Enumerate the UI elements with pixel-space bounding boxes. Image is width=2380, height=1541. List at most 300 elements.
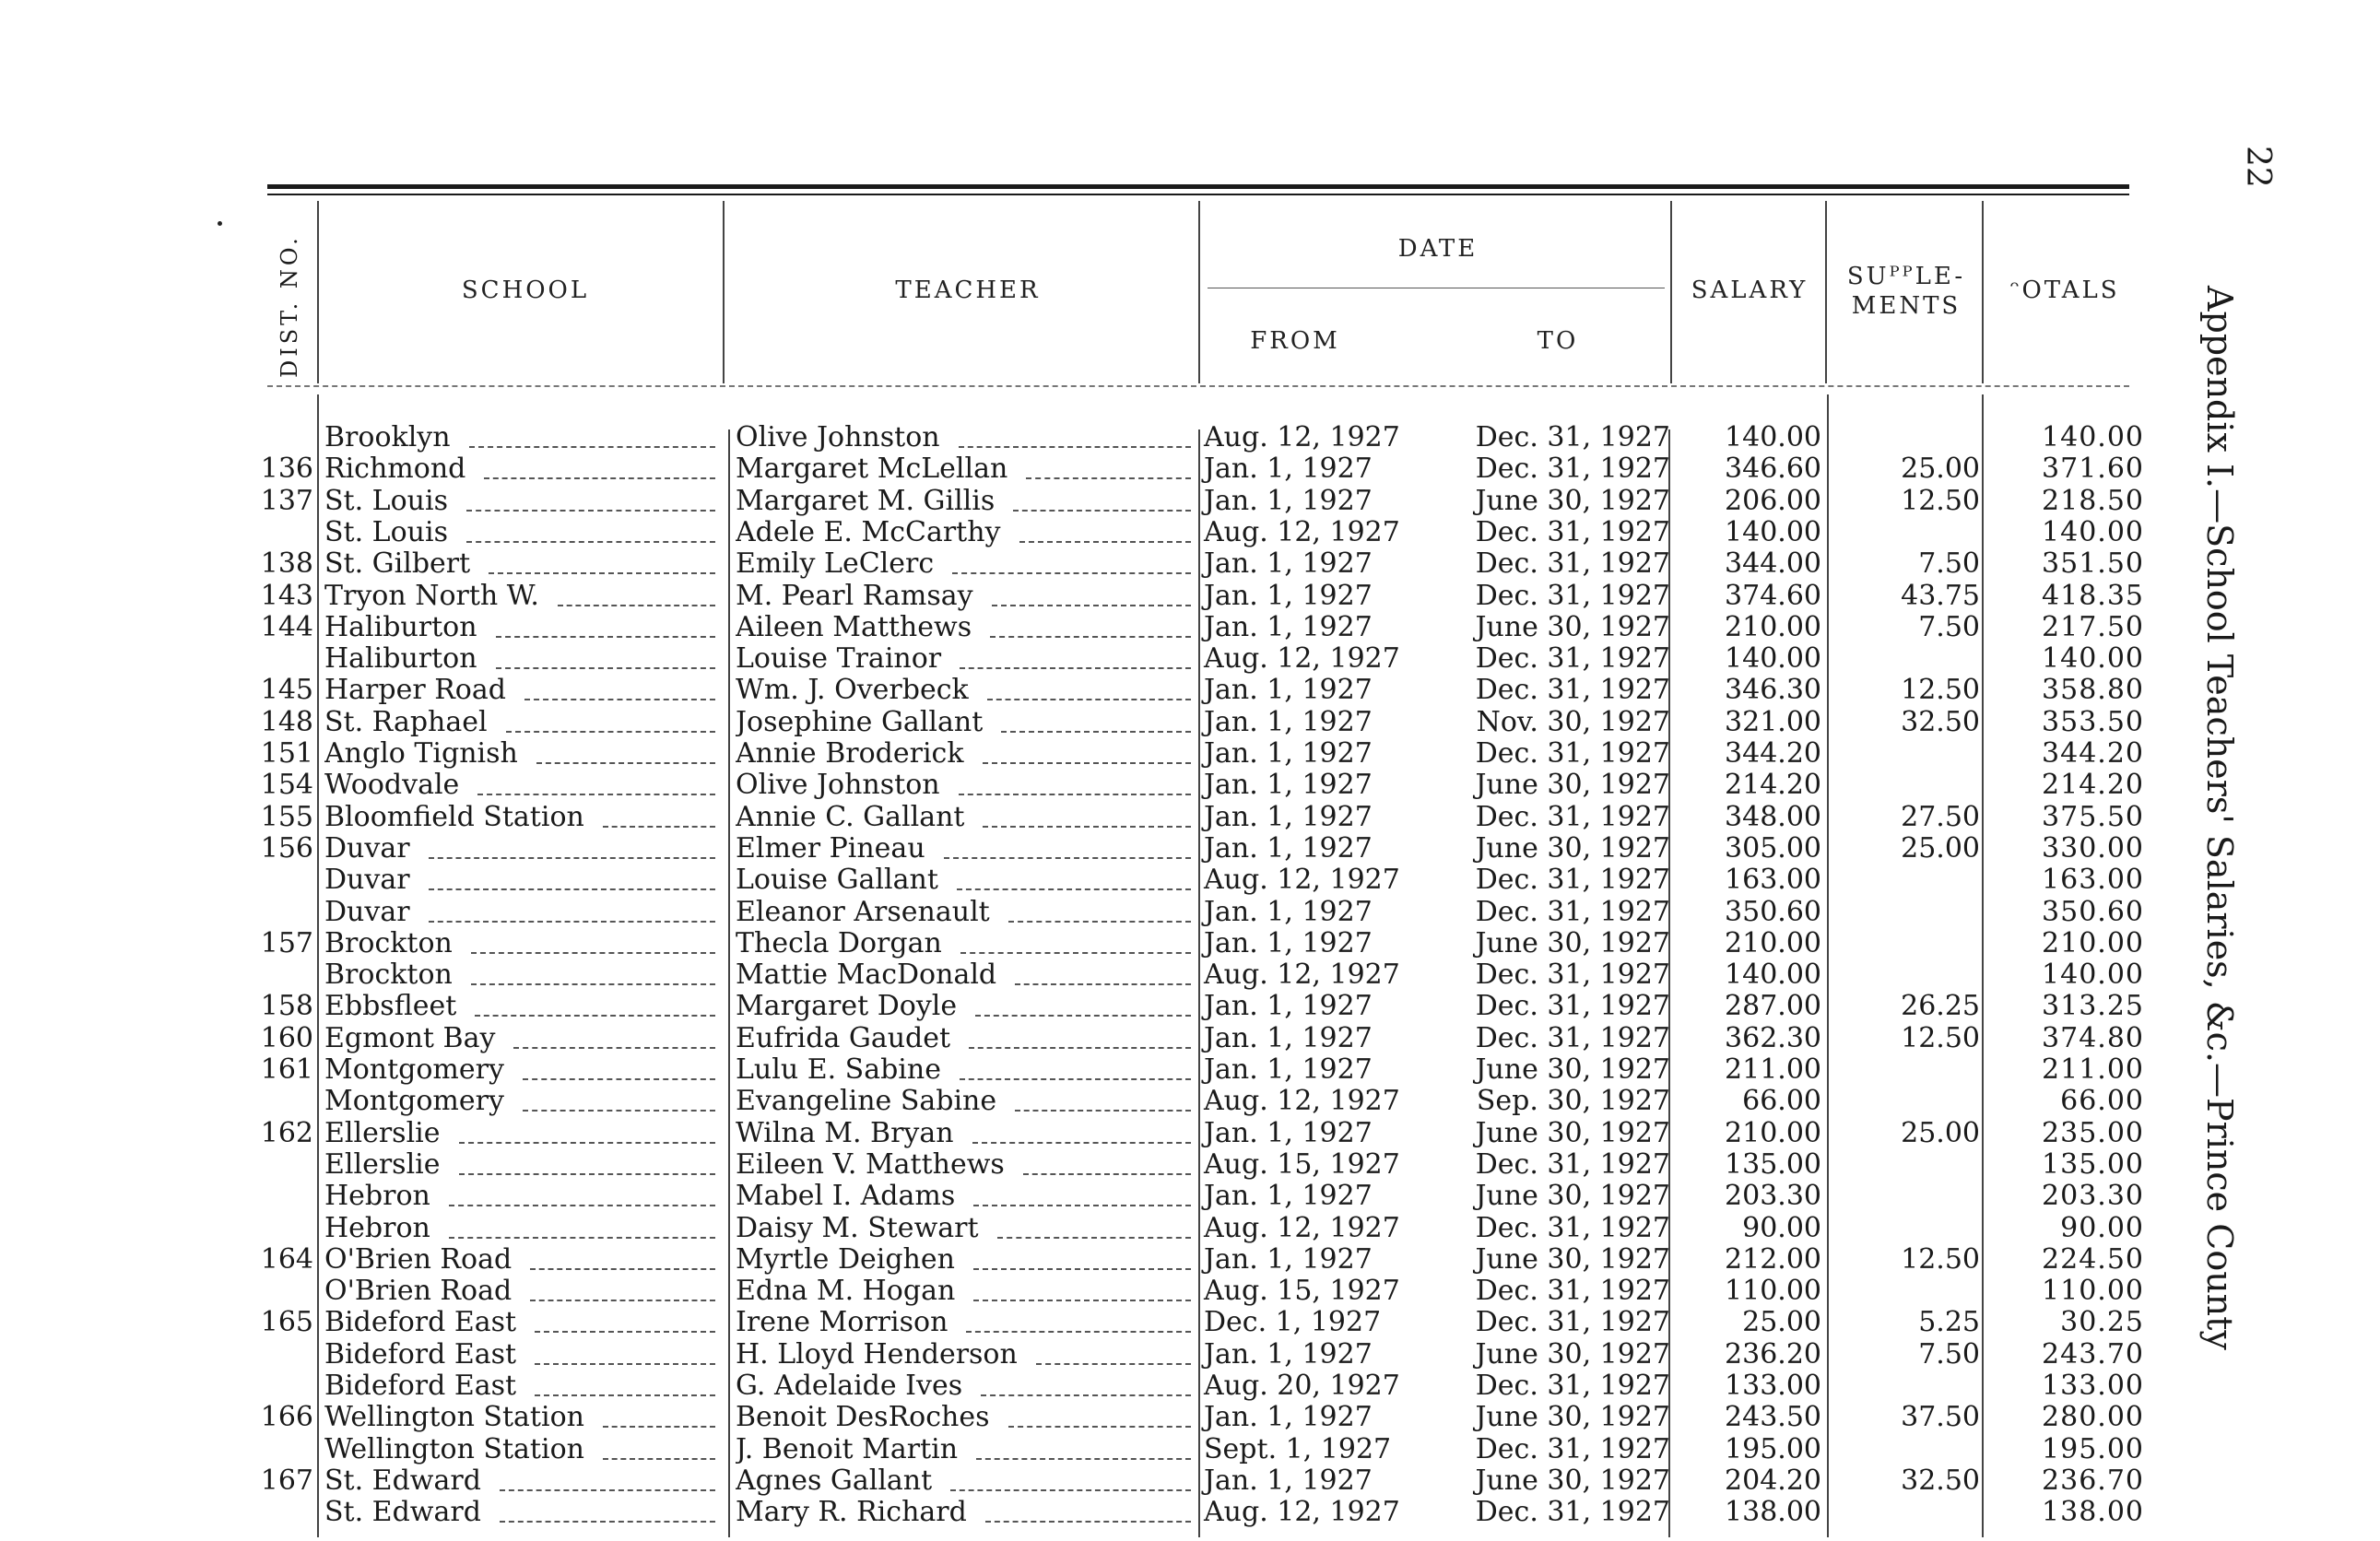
salary-cell: 203.30: [1725, 1180, 1821, 1213]
date-from-cell: Jan. 1, 1927: [1204, 579, 1373, 612]
table-row: [0, 991, 2380, 1022]
supplements-cell: 7.50: [1918, 610, 1980, 643]
dash-leader: [959, 794, 1191, 795]
table-row: [0, 802, 2380, 833]
dist-cell: 157: [260, 926, 313, 959]
total-cell: 140.00: [2042, 421, 2144, 453]
date-from-cell: Jan. 1, 1927: [1204, 926, 1373, 959]
dash-leader: [1013, 510, 1191, 512]
date-from-cell: Jan. 1, 1927: [1204, 1337, 1373, 1370]
date-to-cell: Dec. 31, 1927: [1475, 1432, 1670, 1465]
supplements-cell: 12.50: [1901, 674, 1980, 707]
dash-leader: [466, 541, 715, 543]
dist-cell: 161: [260, 1053, 313, 1086]
teacher-cell: Thecla Dorgan: [736, 927, 942, 959]
date-to-cell: Dec. 31, 1927: [1475, 579, 1670, 612]
date-from-cell: Jan. 1, 1927: [1204, 1021, 1373, 1054]
salary-cell: 287.00: [1725, 990, 1821, 1023]
dash-leader: [603, 826, 715, 828]
teacher-cell: J. Benoit Martin: [736, 1433, 959, 1465]
teacher-cell: Eleanor Arsenault: [736, 896, 990, 928]
dist-cell: 167: [260, 1464, 313, 1497]
salary-cell: 90.00: [1742, 1211, 1821, 1244]
dash-leader: [506, 731, 715, 733]
date-from-cell: Aug. 12, 1927: [1204, 959, 1400, 992]
teacher-cell: Wilna M. Bryan: [736, 1117, 954, 1149]
dash-leader: [459, 1173, 715, 1175]
salary-cell: 140.00: [1725, 959, 1821, 992]
school-cell: Brockton: [324, 959, 453, 992]
teacher-cell: Aileen Matthews: [736, 611, 972, 643]
supplements-cell: 12.50: [1901, 1021, 1980, 1054]
dist-cell: 158: [260, 990, 313, 1023]
date-to-cell: Dec. 31, 1927: [1475, 547, 1670, 581]
school-cell: Wellington Station: [324, 1433, 584, 1465]
dash-leader: [983, 826, 1191, 828]
dash-leader: [983, 762, 1191, 764]
table-row: [0, 928, 2380, 959]
teacher-cell: Mattie MacDonald: [736, 959, 997, 992]
header-bottom-rule: [267, 385, 2129, 387]
dash-leader: [960, 667, 1191, 669]
salary-cell: 211.00: [1725, 1053, 1821, 1086]
school-cell: St. Edward: [324, 1497, 481, 1529]
salary-cell: 243.50: [1725, 1401, 1821, 1434]
dash-leader: [1008, 1426, 1192, 1428]
date-from-cell: Jan. 1, 1927: [1204, 674, 1373, 707]
school-cell: St. Louis: [324, 485, 448, 517]
teacher-cell: Annie Broderick: [736, 738, 964, 770]
dash-leader: [990, 636, 1191, 638]
dist-cell: 156: [260, 831, 313, 865]
divider-school: [723, 201, 725, 383]
dash-leader: [1023, 1173, 1191, 1175]
teacher-cell: Emily LeClerc: [736, 548, 935, 581]
school-cell: Duvar: [324, 865, 410, 897]
total-cell: 214.20: [2042, 769, 2144, 802]
date-from-cell: Jan. 1, 1927: [1204, 990, 1373, 1023]
date-from-cell: Jan. 1, 1927: [1204, 610, 1373, 643]
date-to-cell: Dec. 31, 1927: [1475, 895, 1670, 928]
salary-cell: 362.30: [1725, 1021, 1821, 1054]
total-cell: 140.00: [2042, 515, 2144, 548]
divider-teacher: [1198, 201, 1200, 383]
school-cell: Richmond: [324, 453, 466, 486]
dash-leader: [496, 636, 715, 638]
salary-cell: 206.00: [1725, 484, 1821, 517]
date-from-cell: Sept. 1, 1927: [1204, 1432, 1392, 1465]
total-cell: 350.60: [2042, 895, 2144, 928]
dist-cell: 155: [260, 800, 313, 833]
salary-cell: 25.00: [1742, 1306, 1821, 1339]
date-from-cell: Dec. 1, 1927: [1204, 1306, 1382, 1339]
salary-cell: 204.20: [1725, 1464, 1821, 1497]
total-cell: 218.50: [2042, 484, 2144, 517]
total-cell: 280.00: [2042, 1401, 2144, 1434]
total-cell: 224.50: [2042, 1242, 2144, 1276]
table-row: [0, 738, 2380, 770]
school-cell: Montgomery: [324, 1054, 504, 1086]
school-cell: St. Louis: [324, 516, 448, 548]
dist-cell: 151: [260, 737, 313, 770]
dash-leader: [489, 572, 715, 574]
dash-leader: [558, 605, 715, 606]
dash-leader: [449, 1205, 715, 1206]
dash-leader: [530, 1300, 715, 1301]
date-from-cell: Aug. 12, 1927: [1204, 1085, 1400, 1118]
date-to-cell: June 30, 1927: [1475, 831, 1670, 865]
header-to: TO: [1537, 327, 1579, 355]
date-from-cell: Aug. 12, 1927: [1204, 1496, 1400, 1529]
teacher-cell: H. Lloyd Henderson: [736, 1338, 1018, 1370]
supplements-cell: 7.50: [1918, 547, 1980, 581]
teacher-cell: Mabel I. Adams: [736, 1181, 956, 1213]
header-supplements-2: MENTS: [1851, 292, 1962, 320]
total-cell: 140.00: [2042, 642, 2144, 676]
table-row: [0, 486, 2380, 517]
salary-cell: 163.00: [1725, 864, 1821, 897]
date-to-cell: Dec. 31, 1927: [1475, 642, 1670, 676]
salary-cell: 140.00: [1725, 642, 1821, 676]
date-to-cell: June 30, 1927: [1475, 1464, 1670, 1497]
teacher-cell: Louise Gallant: [736, 865, 938, 897]
dash-leader: [535, 1363, 715, 1365]
table-row: [0, 1213, 2380, 1244]
table-row: [0, 865, 2380, 896]
date-from-cell: Jan. 1, 1927: [1204, 1180, 1373, 1213]
school-cell: Wellington Station: [324, 1402, 584, 1434]
school-cell: O'Brien Road: [324, 1243, 513, 1276]
dash-leader: [535, 1331, 715, 1333]
total-cell: 236.70: [2042, 1464, 2144, 1497]
date-to-cell: June 30, 1927: [1475, 1401, 1670, 1434]
dash-leader: [496, 667, 715, 669]
dash-leader: [969, 1047, 1191, 1049]
dash-leader: [1008, 921, 1191, 923]
dash-leader: [972, 1142, 1191, 1144]
dash-leader: [973, 1300, 1191, 1301]
salary-cell: 348.00: [1725, 800, 1821, 833]
salary-cell: 374.60: [1725, 579, 1821, 612]
school-cell: Hebron: [324, 1212, 430, 1244]
dash-leader: [950, 1489, 1191, 1491]
total-cell: 418.35: [2042, 579, 2144, 612]
teacher-cell: Margaret Doyle: [736, 991, 958, 1023]
school-cell: Anglo Tignish: [324, 738, 518, 770]
school-cell: Bideford East: [324, 1370, 517, 1402]
teacher-cell: Evangeline Sabine: [736, 1086, 997, 1118]
school-cell: Egmont Bay: [324, 1022, 496, 1054]
table-row: [0, 1181, 2380, 1212]
salary-cell: 66.00: [1742, 1085, 1821, 1118]
total-cell: 210.00: [2042, 926, 2144, 959]
salary-cell: 110.00: [1725, 1275, 1821, 1308]
dash-leader: [992, 605, 1191, 606]
table-row: [0, 1465, 2380, 1497]
salary-cell: 140.00: [1725, 421, 1821, 453]
date-from-cell: Jan. 1, 1927: [1204, 547, 1373, 581]
date-to-cell: June 30, 1927: [1475, 769, 1670, 802]
table-row: [0, 1370, 2380, 1402]
date-from-cell: Jan. 1, 1927: [1204, 831, 1373, 865]
divider-supp: [1982, 201, 1984, 383]
total-cell: 351.50: [2042, 547, 2144, 581]
dash-leader: [966, 1331, 1191, 1333]
date-to-cell: Nov. 30, 1927: [1476, 705, 1670, 738]
date-to-cell: Dec. 31, 1927: [1475, 1306, 1670, 1339]
school-cell: Haliburton: [324, 643, 477, 676]
table-row: [0, 770, 2380, 801]
teacher-cell: Josephine Gallant: [736, 706, 984, 738]
dist-cell: 143: [260, 579, 313, 612]
supplements-cell: 32.50: [1901, 1464, 1980, 1497]
school-cell: Brooklyn: [324, 422, 451, 453]
teacher-cell: Agnes Gallant: [736, 1465, 933, 1497]
total-cell: 138.00: [2042, 1496, 2144, 1529]
dist-cell: 144: [260, 610, 313, 643]
dash-leader: [429, 888, 715, 890]
total-cell: 330.00: [2042, 831, 2144, 865]
date-from-cell: Jan. 1, 1927: [1204, 895, 1373, 928]
salary-cell: 344.20: [1725, 737, 1821, 770]
dash-leader: [484, 477, 715, 479]
total-cell: 110.00: [2042, 1275, 2144, 1308]
dash-leader: [459, 1142, 715, 1144]
table-row: [0, 1497, 2380, 1528]
dash-leader: [500, 1521, 715, 1523]
total-cell: 133.00: [2042, 1370, 2144, 1402]
header-supplements: SUᴾᴾLE-: [1846, 263, 1966, 290]
table-row: [0, 422, 2380, 453]
date-to-cell: Dec. 31, 1927: [1475, 1370, 1670, 1402]
date-from-cell: Aug. 12, 1927: [1204, 421, 1400, 453]
teacher-cell: G. Adelaide Ives: [736, 1370, 963, 1402]
supplements-cell: 25.00: [1901, 831, 1980, 865]
date-from-cell: Aug. 12, 1927: [1204, 1211, 1400, 1244]
school-cell: St. Edward: [324, 1465, 481, 1497]
school-cell: St. Raphael: [324, 706, 488, 738]
date-from-cell: Jan. 1, 1927: [1204, 1242, 1373, 1276]
dash-leader: [500, 1489, 715, 1491]
teacher-cell: Olive Johnston: [736, 770, 940, 802]
supplements-cell: 7.50: [1918, 1337, 1980, 1370]
teacher-cell: Olive Johnston: [736, 422, 940, 453]
supplements-cell: 37.50: [1901, 1401, 1980, 1434]
date-to-cell: June 30, 1927: [1475, 1180, 1670, 1213]
date-to-cell: Dec. 31, 1927: [1475, 800, 1670, 833]
teacher-cell: Adele E. McCarthy: [736, 516, 1001, 548]
dash-leader: [1036, 1363, 1191, 1365]
header-dist-no: DIST. NO.: [277, 234, 302, 378]
table-row: [0, 643, 2380, 675]
total-cell: 90.00: [2060, 1211, 2144, 1244]
date-to-cell: Dec. 31, 1927: [1475, 1147, 1670, 1181]
school-cell: O'Brien Road: [324, 1276, 513, 1308]
dash-leader: [1015, 983, 1191, 985]
header-school: SCHOOL: [461, 276, 590, 304]
dist-cell: 162: [260, 1116, 313, 1149]
teacher-cell: Margaret McLellan: [736, 453, 1008, 486]
teacher-cell: Benoit DesRoches: [736, 1402, 990, 1434]
school-cell: St. Gilbert: [324, 548, 471, 581]
total-cell: 30.25: [2060, 1306, 2144, 1339]
date-to-cell: June 30, 1927: [1475, 484, 1670, 517]
date-to-cell: Dec. 31, 1927: [1475, 990, 1670, 1023]
dash-leader: [466, 510, 715, 512]
date-from-cell: Aug. 12, 1927: [1204, 515, 1400, 548]
supplements-cell: 32.50: [1901, 705, 1980, 738]
date-to-cell: Dec. 31, 1927: [1475, 515, 1670, 548]
date-to-cell: Dec. 31, 1927: [1475, 1496, 1670, 1529]
dash-leader: [513, 1047, 715, 1049]
dash-leader: [1015, 1110, 1191, 1112]
school-cell: Bideford East: [324, 1338, 517, 1370]
salary-cell: 346.30: [1725, 674, 1821, 707]
dash-leader: [471, 952, 715, 954]
salary-cell: 305.00: [1725, 831, 1821, 865]
header-date: DATE: [1397, 235, 1479, 263]
dash-leader: [475, 1015, 715, 1017]
supplements-cell: 5.25: [1918, 1306, 1980, 1339]
dash-leader: [975, 1015, 1191, 1017]
date-to-cell: Dec. 31, 1927: [1475, 864, 1670, 897]
header-totals: ᵔOTALS: [2009, 276, 2120, 304]
date-to-cell: June 30, 1927: [1475, 1242, 1670, 1276]
salary-cell: 138.00: [1725, 1496, 1821, 1529]
dash-leader: [987, 699, 1191, 700]
salary-cell: 212.00: [1725, 1242, 1821, 1276]
salary-cell: 210.00: [1725, 1116, 1821, 1149]
dist-cell: 138: [260, 547, 313, 581]
dist-cell: 148: [260, 705, 313, 738]
teacher-cell: Eufrida Gaudet: [736, 1022, 951, 1054]
school-cell: Tryon North W.: [324, 580, 539, 612]
header-salary: SALARY: [1691, 276, 1809, 304]
total-cell: 374.80: [2042, 1021, 2144, 1054]
dash-leader: [429, 921, 715, 923]
dash-leader: [957, 888, 1191, 890]
dist-cell: 165: [260, 1306, 313, 1339]
school-cell: Bideford East: [324, 1307, 517, 1339]
dash-leader: [471, 983, 715, 985]
salary-cell: 214.20: [1725, 769, 1821, 802]
table-row: [0, 833, 2380, 865]
dash-leader: [477, 794, 715, 795]
dash-leader: [523, 1078, 715, 1080]
table-row: [0, 897, 2380, 928]
teacher-cell: Mary R. Richard: [736, 1497, 967, 1529]
table-row: [0, 1023, 2380, 1054]
dash-leader: [1019, 541, 1191, 543]
dash-leader: [959, 446, 1191, 448]
salary-cell: 210.00: [1725, 610, 1821, 643]
dash-leader: [449, 1237, 715, 1239]
salary-cell: 350.60: [1725, 895, 1821, 928]
dist-cell: 137: [260, 484, 313, 517]
date-from-cell: Aug. 12, 1927: [1204, 864, 1400, 897]
total-cell: 243.70: [2042, 1337, 2144, 1370]
teacher-cell: Edna M. Hogan: [736, 1276, 956, 1308]
total-cell: 135.00: [2042, 1147, 2144, 1181]
supplements-cell: 26.25: [1901, 990, 1980, 1023]
dash-leader: [973, 1205, 1191, 1206]
side-title: Appendix I.—School Teachers' Salaries, &c.—Prince County: [2199, 286, 2240, 1350]
date-from-cell: Jan. 1, 1927: [1204, 737, 1373, 770]
supplements-cell: 25.00: [1901, 1116, 1980, 1149]
date-from-cell: Aug. 12, 1927: [1204, 642, 1400, 676]
total-cell: 344.20: [2042, 737, 2144, 770]
table-row: [0, 612, 2380, 643]
total-cell: 195.00: [2042, 1432, 2144, 1465]
table-row: [0, 959, 2380, 991]
teacher-cell: Daisy M. Stewart: [736, 1212, 979, 1244]
school-cell: Hebron: [324, 1181, 430, 1213]
supplements-cell: 12.50: [1901, 1242, 1980, 1276]
date-to-cell: Dec. 31, 1927: [1475, 421, 1670, 453]
total-cell: 66.00: [2060, 1085, 2144, 1118]
table-row: [0, 1276, 2380, 1307]
school-cell: Ellerslie: [324, 1148, 441, 1181]
date-from-cell: Jan. 1, 1927: [1204, 1116, 1373, 1149]
teacher-cell: Myrtle Deighen: [736, 1243, 955, 1276]
date-to-cell: June 30, 1927: [1475, 610, 1670, 643]
date-to-cell: June 30, 1927: [1475, 1337, 1670, 1370]
date-from-cell: Jan. 1, 1927: [1204, 1053, 1373, 1086]
supplements-cell: 27.50: [1901, 800, 1980, 833]
date-to-cell: Dec. 31, 1927: [1475, 674, 1670, 707]
top-rule-thin: [267, 194, 2129, 195]
total-cell: 211.00: [2042, 1053, 2144, 1086]
dash-leader: [603, 1426, 715, 1428]
salary-cell: 346.60: [1725, 453, 1821, 486]
dash-leader: [535, 1394, 715, 1396]
date-to-cell: Dec. 31, 1927: [1475, 1021, 1670, 1054]
school-cell: Bloomfield Station: [324, 801, 584, 833]
table-row: [0, 675, 2380, 706]
dash-leader: [960, 952, 1191, 954]
table-row: [0, 1118, 2380, 1149]
table-row: [0, 1244, 2380, 1276]
total-cell: 235.00: [2042, 1116, 2144, 1149]
date-from-cell: Jan. 1, 1927: [1204, 453, 1373, 486]
date-from-cell: Jan. 1, 1927: [1204, 769, 1373, 802]
teacher-cell: Louise Trainor: [736, 643, 942, 676]
header-teacher: TEACHER: [895, 276, 1041, 304]
supplements-cell: 12.50: [1901, 484, 1980, 517]
date-to-cell: June 30, 1927: [1475, 1053, 1670, 1086]
table-row: [0, 453, 2380, 485]
dash-leader: [985, 1521, 1191, 1523]
divider-dist: [317, 201, 319, 383]
school-cell: Ebbsfleet: [324, 991, 457, 1023]
school-cell: Duvar: [324, 896, 410, 928]
table-row: [0, 1434, 2380, 1465]
page-number: 22: [2239, 146, 2277, 188]
total-cell: 353.50: [2042, 705, 2144, 738]
date-from-cell: Jan. 1, 1927: [1204, 1401, 1373, 1434]
divider-salary: [1825, 201, 1827, 383]
dash-leader: [944, 857, 1191, 859]
total-cell: 358.80: [2042, 674, 2144, 707]
school-cell: Woodvale: [324, 770, 460, 802]
dash-leader: [973, 1268, 1191, 1270]
table-row: [0, 707, 2380, 738]
dist-cell: 154: [260, 769, 313, 802]
date-to-cell: Dec. 31, 1927: [1475, 1275, 1670, 1308]
salary-cell: 133.00: [1725, 1370, 1821, 1402]
dash-leader: [429, 857, 715, 859]
teacher-cell: Margaret M. Gillis: [736, 485, 996, 517]
